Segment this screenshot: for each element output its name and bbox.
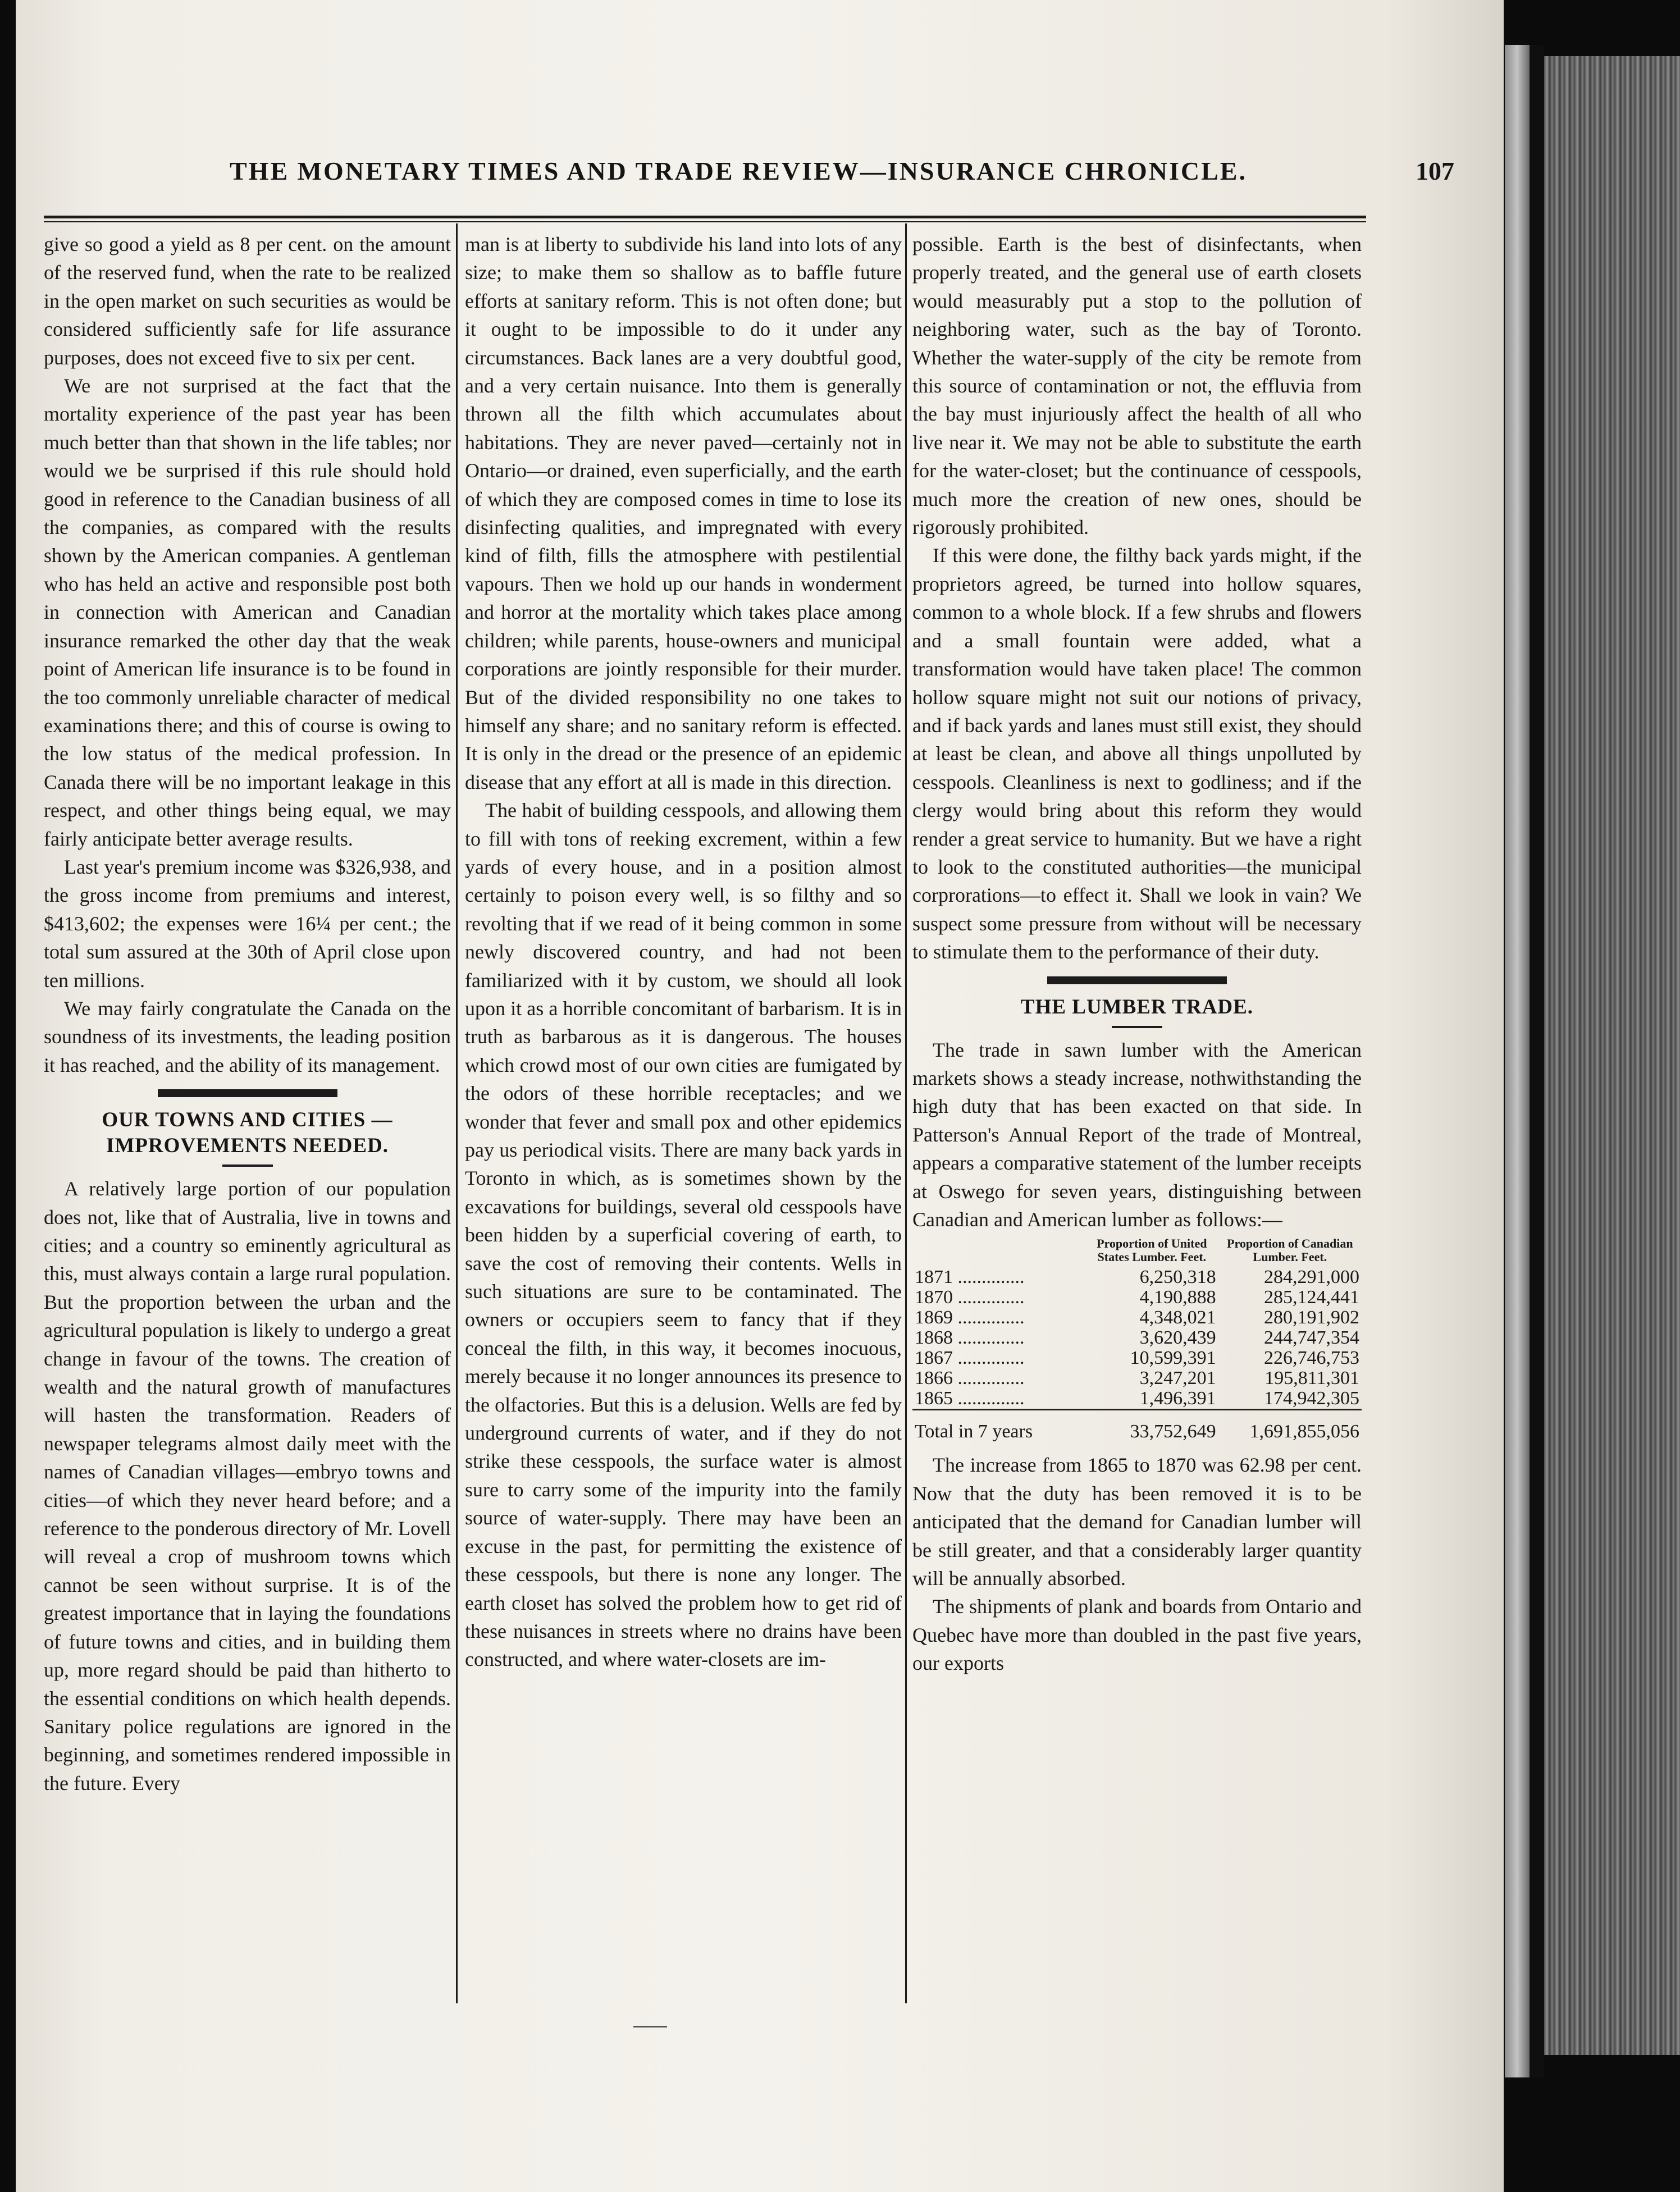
table-header-blank bbox=[912, 1237, 1085, 1267]
table-cell-us: 3,247,201 bbox=[1139, 1368, 1216, 1389]
table-cell-year: 1870 .............. bbox=[915, 1287, 1025, 1308]
header-rule bbox=[44, 216, 1366, 218]
paragraph: The habit of building cesspools, and allowing them to fill with tons of reeking excrement, within a few yards of every house, and in a position almost certainly to poison every well, is so filthy and so revolting that if we read of it being common in some newly discovered country, and had not been familiarized with it by custom, we should all look upon it as a horrible concomitant of barbarism. It is in truth as barbarous as it is dangerous. The houses which crowd most of our own cities are fumigated by the odors of these horrible receptacles; and we wonder that fever and small pox and other epidemics pay us periodical visits. There are many back yards in Toronto in which, as is sometimes shown by the excavations for buildings, several old cesspools have been hidden by a superficial covering of earth, to save the cost of removing their contents. Wells in such situations are sure to be contaminated. The owners or occupiers seem to fancy that if they conceal the filth, in this way, it becomes inocuous, merely because it no longer announces its presence to the olfactories. But this is a delusion. Wells are fed by underground currents of water, and if they do not strike these cesspools, the surface water is almost sure to carry some of the impurity into the family source of water-supply. There may have been an excuse in the past, for permitting the existence of these cesspools, but there is none any longer. The earth closet has solved the problem how to get rid of these nuisances in streets where no drains have been constructed, and where water-closets are im- bbox=[465, 799, 902, 1671]
table-cell-us: 10,599,391 bbox=[1130, 1348, 1216, 1369]
page-header bbox=[101, 156, 1471, 201]
paragraph: man is at liberty to subdivide his land into lots of any size; to make them so shallow as to baffle future efforts at sanitary reform. This is not often done; but it ought to be impossible to do it under any circumstances. Back lanes are a very doubtful good, and a very certain nuisance. Into them is generally thrown all the filth which accumulates about habitations. They are never paved—certainly not in Ontario—or drained, even superficially, and the earth of which they are composed comes in time to lose its disinfecting qualities, and impregnated with every kind of filth, fills the atmosphere with pestilential vapours. Then we hold up our hands in wonderment and horror at the mortality which takes place among children; while parents, house-owners and municipal corporations are jointly responsible for their murder. But of the divided responsibility no one takes to himself any share; and no sanitary reform is effected. It is only in the dread or the presence of an epidemic disease that any effort at all is made in this direction. bbox=[465, 233, 902, 793]
column-1 bbox=[44, 230, 451, 1797]
table-cell-us: 3,620,439 bbox=[1139, 1327, 1216, 1349]
table-cell-canada: 284,291,000 bbox=[1264, 1267, 1359, 1288]
table-cell-canada: 285,124,441 bbox=[1264, 1287, 1359, 1308]
table-cell-year: 1868 .............. bbox=[915, 1327, 1025, 1349]
heading-rule bbox=[222, 1164, 273, 1167]
column-divider bbox=[905, 223, 907, 2003]
paragraph: A relatively large portion of our population does not, like that of Australia, live in towns and cities; and a country so eminently agricultural as this, must always contain a large rural population. But the proportion between the urban and the agricultural population is likely to undergo a great change in favour of the towns. The creation of wealth and the natural growth of manufactures will hasten the transformation. Readers of newspaper telegrams almost daily meet with the names of Canadian villages—embryo towns and cities—of which they never heard before; and a reference to the ponderous directory of Mr. Lovell will reveal a crop of mushroom towns which cannot be seen without surprise. It is of the greatest importance that in laying the foundations of future towns and cities, and in building them up, more regard should be paid than hitherto to the essential conditions on which health depends. Sanitary police regulations are ignored in the beginning, and sometimes rendered impossible in the future. Every bbox=[44, 1177, 451, 1794]
column-divider bbox=[456, 223, 458, 2003]
section-divider bbox=[158, 1089, 337, 1097]
table-row bbox=[912, 1389, 1362, 1410]
table-cell-us: 6,250,318 bbox=[1139, 1267, 1216, 1288]
table-cell-canada: 244,747,354 bbox=[1264, 1327, 1359, 1349]
page-edge bbox=[1505, 45, 1530, 2077]
bottom-ornament bbox=[633, 2026, 667, 2027]
paragraph: The trade in sawn lumber with the American markets shows a steady increase, nothwithstanding the high duty that has been exacted on that side. In Patterson's Annual Report of the trade of Montreal, appears a comparative statement of the lumber receipts at Oswego for seven years, distinguishing between Canadian and American lumber as follows:— bbox=[912, 1038, 1362, 1231]
page-number: 107 bbox=[1416, 157, 1454, 185]
paragraph: We may fairly congratulate the Canada on the soundness of its investments, the leading position it has reached, and the ability of its management. bbox=[44, 997, 451, 1076]
table-total-row bbox=[912, 1410, 1362, 1442]
table-cell-us: 1,496,391 bbox=[1139, 1388, 1216, 1409]
column-2 bbox=[465, 230, 902, 1674]
paragraph: If this were done, the filthy back yards might, if the proprietors agreed, be turned into hollow squares, common to a whole block. If a few shrubs and flowers and a small fountain were added, what a transformation would have taken place! The common hollow square might not suit our notions of privacy, and if back yards and lanes must still exist, they should at least be clean, and above all things unpolluted by cesspools. Cleanliness is next to godliness; and if the clergy would bring about this reform they would render a great service to humanity. But we have a right to look to the constituted authorities—the municipal corprorations—to effect it. Shall we look in vain? We suspect some pressure from without will be necessary to stimulate them to the performance of their duty. bbox=[912, 544, 1362, 963]
paragraph: Last year's premium income was $326,938, and the gross income from premiums and interest, $413,602; the expenses were 16¼ per cent.; the total sum assured at the 30th of April close upon ten millions. bbox=[44, 855, 451, 992]
table-row bbox=[912, 1308, 1362, 1328]
table-cell-canada: 226,746,753 bbox=[1264, 1348, 1359, 1369]
table-row bbox=[912, 1328, 1362, 1348]
book-page-stack bbox=[1544, 56, 1680, 2055]
table-row bbox=[912, 1287, 1362, 1308]
table-cell-year: 1865 .............. bbox=[915, 1388, 1025, 1409]
table-cell-year: 1871 .............. bbox=[915, 1267, 1025, 1288]
paragraph: The increase from 1865 to 1870 was 62.98 per cent. Now that the duty has been removed it is to be anticipated that the demand for Canadian lumber will be still greater, and that a considerably larger quantity will be annually absorbed. bbox=[912, 1454, 1362, 1590]
lumber-table bbox=[912, 1237, 1362, 1442]
table-cell-us: 4,348,021 bbox=[1139, 1307, 1216, 1328]
binding-gutter bbox=[1530, 45, 1544, 2077]
table-row bbox=[912, 1267, 1362, 1287]
table-cell-year: 1866 .............. bbox=[915, 1368, 1025, 1389]
table-cell-canada: 195,811,301 bbox=[1264, 1368, 1359, 1389]
column-3 bbox=[912, 230, 1362, 1678]
table-header-us: Proportion of United States Lumber. Feet. bbox=[1097, 1236, 1207, 1264]
table-cell-year: 1867 .............. bbox=[915, 1348, 1025, 1369]
table-row bbox=[912, 1348, 1362, 1368]
paragraph: give so good a yield as 8 per cent. on the amount of the reserved fund, when the rate to be realized in the open market on such securities as would be considered sufficiently safe for life assurance purposes, does not exceed five to six per cent. bbox=[44, 233, 451, 369]
article-heading: OUR TOWNS AND CITIES — IMPROVEMENTS NEEDED. bbox=[102, 1108, 393, 1158]
heading-rule bbox=[1112, 1026, 1162, 1028]
table-row bbox=[912, 1368, 1362, 1389]
table-cell-us: 4,190,888 bbox=[1139, 1287, 1216, 1308]
paragraph: We are not surprised at the fact that the mortality experience of the past year has been much better than that shown in the life tables; nor would we be surprised if this rule should hold good in reference to the Canadian business of all the companies, as compared with the results shown by the American companies. A gentleman who has held an active and responsible post both in connection with American and Canadian insurance remarked the other day that the weak point of American life insurance is to be found in the too commonly unreliable character of medical examinations there; and this of course is owing to the low status of the medical profession. In Canada there will be no important leakage in this respect, and other things being equal, we may fairly anticipate better average results. bbox=[44, 375, 451, 850]
table-cell-canada: 280,191,902 bbox=[1264, 1307, 1359, 1328]
header-rule-thin bbox=[44, 221, 1366, 222]
paragraph: possible. Earth is the best of disinfectants, when properly treated, and the general use of earth closets would measurably put a stop to the pollution of neighboring water, such as the bay of Toronto. Whether the water-supply of the city be remote from this source of contamination or not, the effluvia from the bay must injuriously affect the health of all who live near it. We may not be able to substitute the earth for the water-closet; but the continuance of cesspools, much more the creation of new ones, should be rigorously prohibited. bbox=[912, 233, 1362, 539]
running-title: THE MONETARY TIMES AND TRADE REVIEW—INSURANCE CHRONICLE. bbox=[230, 157, 1247, 185]
table-header-canada: Proportion of Canadian Lumber. Feet. bbox=[1227, 1236, 1353, 1264]
article-heading: THE LUMBER TRADE. bbox=[1020, 995, 1254, 1019]
paragraph: The shipments of plank and boards from Ontario and Quebec have more than doubled in the past five years, our exports bbox=[912, 1595, 1362, 1675]
table-cell-year: 1869 .............. bbox=[915, 1307, 1025, 1328]
table-cell-canada: 174,942,305 bbox=[1264, 1388, 1359, 1409]
table-total-us: 33,752,649 bbox=[1085, 1410, 1218, 1442]
table-total-label: Total in 7 years bbox=[912, 1410, 1085, 1442]
table-total-canada: 1,691,855,056 bbox=[1218, 1410, 1362, 1442]
section-divider bbox=[1047, 976, 1227, 984]
